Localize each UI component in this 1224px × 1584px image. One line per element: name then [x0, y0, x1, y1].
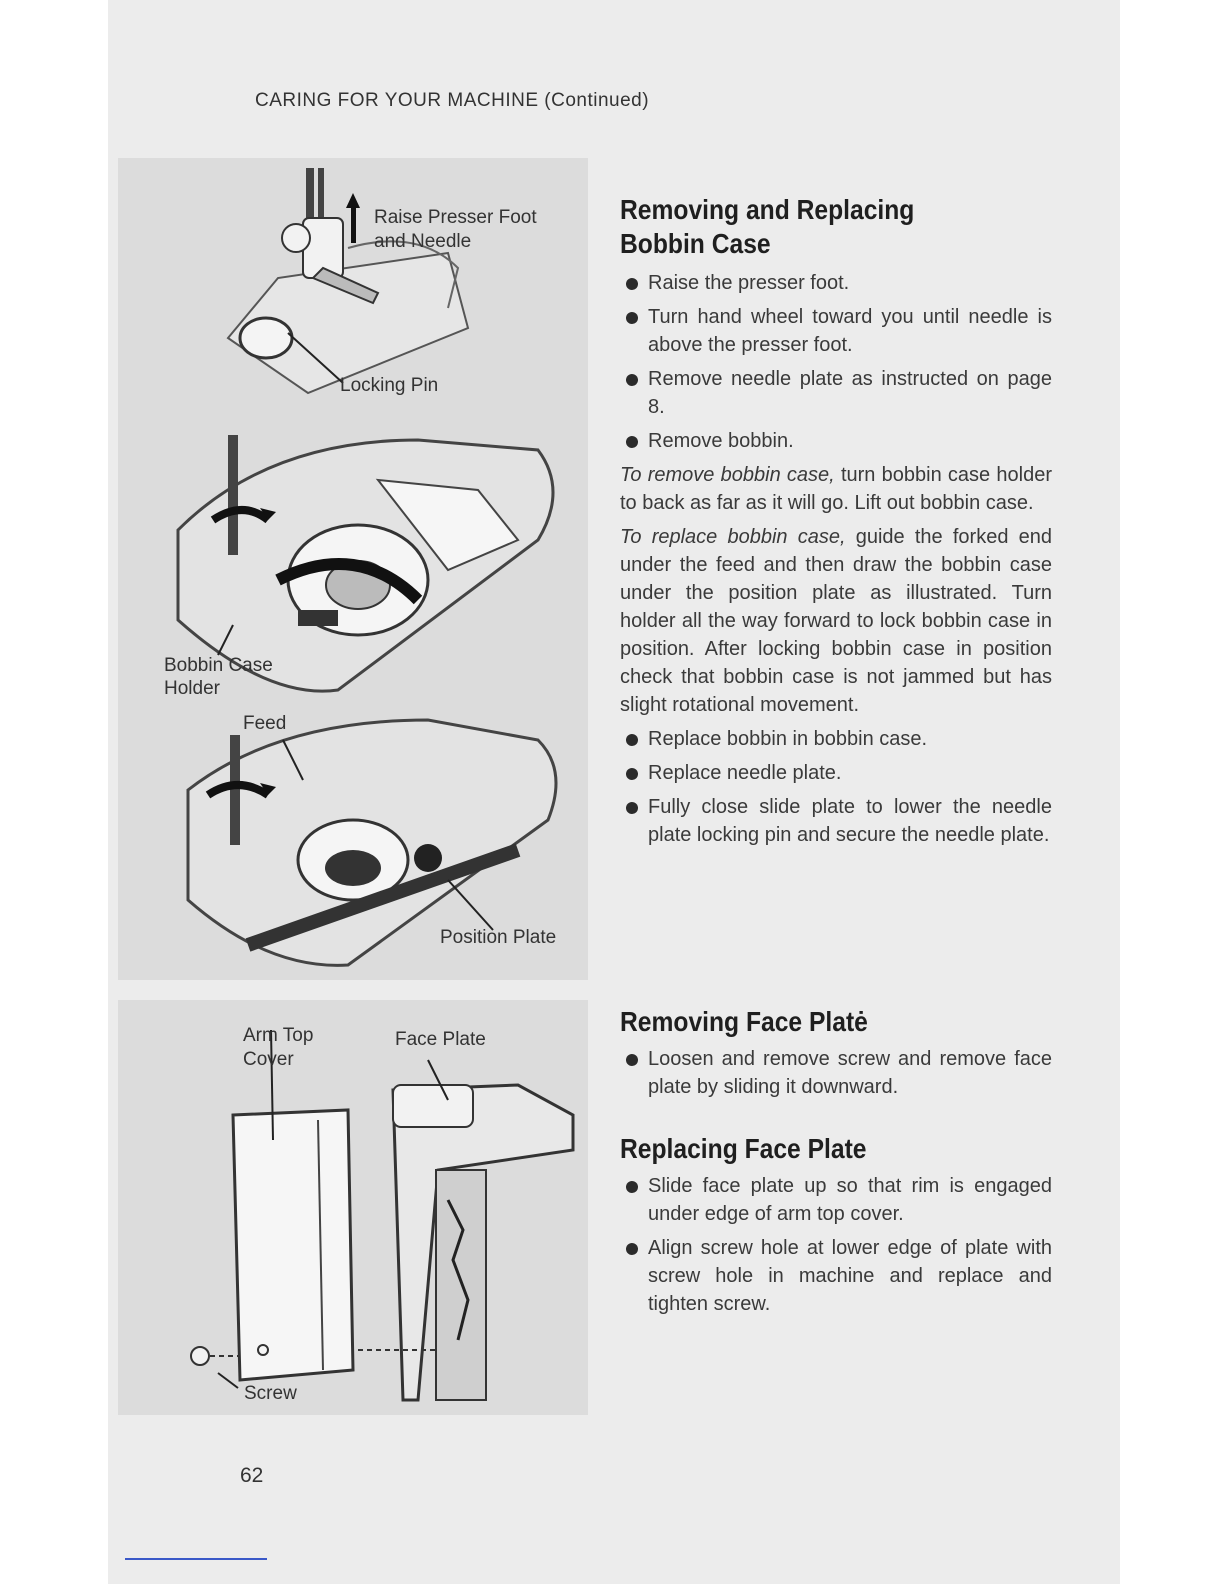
replace-bobbin-case-paragraph [620, 523, 1052, 719]
cover-label: Cover [243, 1049, 294, 1070]
list-item: Fully close slide plate to lower the needle plate locking pin and secure the needle plate. [620, 793, 1052, 849]
replace-face-plate-title: Replacing Face Plate [620, 1133, 867, 1164]
bobbin-case-title-line2: Bobbin Case [620, 228, 771, 259]
page-header: CARING FOR YOUR MACHINE (Continued) [255, 90, 650, 111]
replace-bobbin-case-text: guide the forked end under the feed and then draw the bobbin case under the position plate as illustrated. Turn holder all the way forward to lock bobbin case in position. After locking bobbin case in position check that bobbin case is not jammed but has slight rotational movement. [620, 526, 1053, 716]
arm-top-label: Arm Top [243, 1025, 314, 1046]
presser-foot-illustration [118, 158, 588, 420]
list-item: Replace needle plate. [620, 759, 1052, 787]
bobbin-steps-list-a [620, 269, 1052, 455]
bobbin-case-label: Bobbin Case [164, 655, 273, 676]
bobbin-case-holder-illustration [118, 420, 588, 710]
remove-face-plate-section [620, 1005, 1052, 1107]
holder-label: Holder [164, 678, 220, 699]
and-needle-label: and Needle [374, 231, 472, 252]
position-plate-label: Position Plate [440, 927, 557, 948]
list-item: Remove needle plate as instructed on page 8. [620, 365, 1052, 421]
face-plate-illustration [118, 1000, 588, 1415]
face-plate-drawing [118, 1000, 588, 1415]
list-item: Loosen and remove screw and remove face plate by sliding it downward. [620, 1045, 1052, 1101]
face-plate-label: Face Plate [395, 1029, 486, 1050]
remove-face-plate-title: Removing Face Platė [620, 1006, 868, 1037]
list-item: Replace bobbin in bobbin case. [620, 725, 1052, 753]
list-item: Remove bobbin. [620, 427, 1052, 455]
bobbin-case-section [620, 193, 1052, 855]
screw-label: Screw [244, 1383, 297, 1404]
remove-face-plate-list [620, 1045, 1052, 1101]
bobbin-case-title-line1: Removing and Replacing [620, 194, 915, 225]
raise-presser-foot-label: Raise Presser Foot [374, 207, 537, 228]
list-item: Raise the presser foot. [620, 269, 1052, 297]
scan-edge-mark [125, 1558, 267, 1560]
page-number: 62 [240, 1464, 264, 1487]
replace-face-plate-section [620, 1132, 1052, 1324]
remove-bobbin-case-paragraph [620, 461, 1052, 517]
bobbin-steps-list-b [620, 725, 1052, 849]
feed-label: Feed [243, 713, 287, 734]
replace-face-plate-list [620, 1172, 1052, 1318]
list-item: Slide face plate up so that rim is engaged under edge of arm top cover. [620, 1172, 1052, 1228]
list-item: Turn hand wheel toward you until needle is above the presser foot. [620, 303, 1052, 359]
position-plate-illustration [118, 710, 588, 980]
replace-bobbin-case-lead: To replace bobbin case, [620, 526, 846, 548]
locking-pin-label: Locking Pin [340, 375, 439, 396]
list-item: Align screw hole at lower edge of plate with screw hole in machine and replace and tighten screw. [620, 1234, 1052, 1318]
remove-bobbin-case-text: turn bobbin case holder to back as far as it will go. Lift out bobbin case. [620, 464, 1052, 514]
remove-bobbin-case-lead: To remove bobbin case, [620, 464, 835, 486]
